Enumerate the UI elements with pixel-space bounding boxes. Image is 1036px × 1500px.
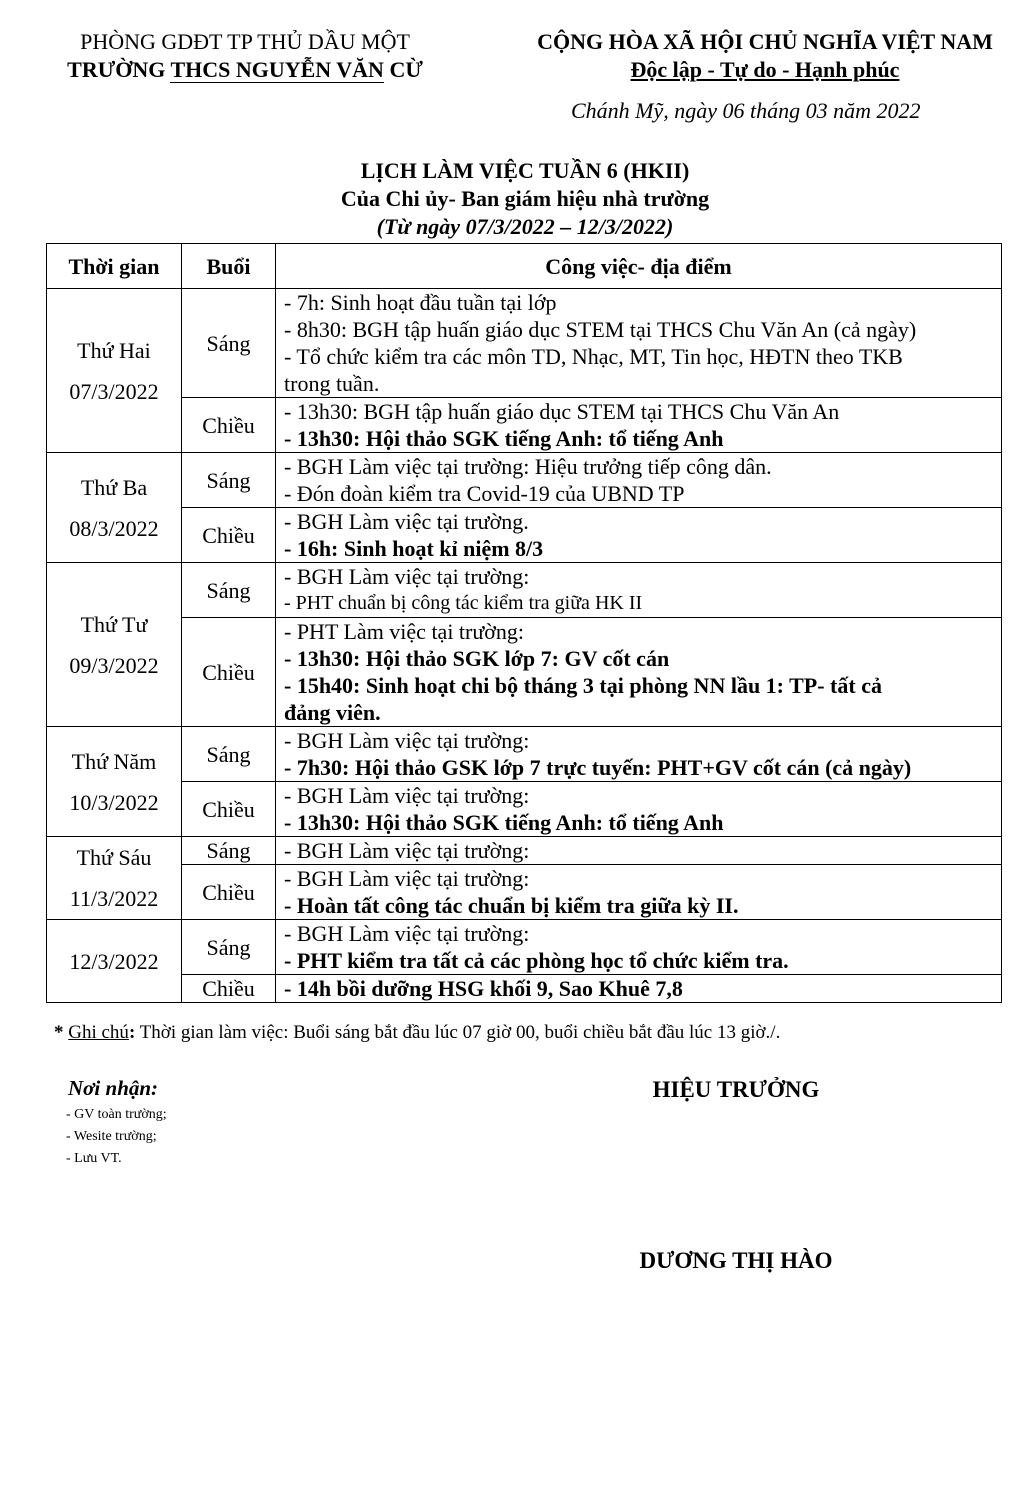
- activity-line: - 14h bồi dưỡng HSG khối 9, Sao Khuê 7,8: [284, 976, 683, 1001]
- day-date: 10/3/2022: [69, 789, 159, 815]
- activity-line: - PHT chuẩn bị công tác kiểm tra giữa HK II: [284, 592, 643, 614]
- date-range: (Từ ngày 07/3/2022 – 12/3/2022): [376, 214, 674, 239]
- signature-name: DƯƠNG THỊ HÀO: [639, 1248, 833, 1273]
- day-date: 08/3/2022: [69, 515, 159, 541]
- day-name: Thứ Sáu: [76, 845, 152, 870]
- table-row: [47, 398, 1002, 453]
- activity-line: - 7h: Sinh hoạt đầu tuần tại lớp: [284, 290, 557, 315]
- day-date: 09/3/2022: [69, 652, 159, 678]
- day-date: 07/3/2022: [69, 378, 159, 404]
- activity-line: - 13h30: BGH tập huấn giáo dục STEM tại THCS Chu Văn An: [284, 399, 840, 424]
- table-row: [47, 975, 1002, 1003]
- list-item: - Lưu VT.: [66, 1151, 122, 1166]
- day-name: Thứ Tư: [80, 611, 148, 637]
- note: * Ghi chú: Thời gian làm việc: Buổi sáng bắt đầu lúc 07 giờ 00, buổi chiều bắt đầu lúc 13 giờ./.: [54, 1022, 781, 1043]
- activity-line: - PHT kiểm tra tất cả các phòng học tổ chức kiểm tra.: [284, 948, 789, 973]
- activity-line: - 8h30: BGH tập huấn giáo dục STEM tại THCS Chu Văn An (cả ngày): [284, 317, 917, 342]
- day-name: Thứ Năm: [71, 748, 157, 774]
- session-label: Sáng: [182, 563, 276, 618]
- activity-line: - Hoàn tất công tác chuẩn bị kiểm tra giữa kỳ II.: [284, 893, 739, 918]
- activity-cell: [276, 453, 1002, 508]
- day-cell: [47, 727, 182, 837]
- place-date: Chánh Mỹ, ngày 06 tháng 03 năm 2022: [571, 98, 921, 123]
- day-name: Thứ Hai: [77, 337, 151, 363]
- activity-cell: [276, 782, 1002, 837]
- session-label: Sáng: [182, 920, 276, 975]
- activity-line: - BGH Làm việc tại trường:: [284, 921, 530, 946]
- activity-cell: [276, 398, 1002, 453]
- recipients-title: Nơi nhận:: [68, 1076, 159, 1100]
- day-cell: [47, 837, 182, 920]
- day-cell: [47, 920, 182, 1003]
- activity-line: - BGH Làm việc tại trường.: [284, 509, 529, 534]
- activity-line: - 15h40: Sinh hoạt chi bộ tháng 3 tại phòng NN lầu 1: TP- tất cả: [284, 673, 882, 698]
- activity-cell: [276, 618, 1002, 727]
- table-row: [47, 865, 1002, 920]
- day-date: 12/3/2022: [69, 948, 159, 974]
- signature-title: HIỆU TRƯỞNG: [652, 1077, 820, 1102]
- session-label: Sáng: [182, 837, 276, 865]
- activity-line: - 16h: Sinh hoạt kỉ niệm 8/3: [284, 536, 544, 561]
- activity-cell: [276, 920, 1002, 975]
- recipients-list: [66, 1104, 167, 1170]
- schedule-table: [46, 243, 1002, 1003]
- day-cell: [47, 563, 182, 727]
- activity-line: - BGH Làm việc tại trường:: [284, 564, 530, 589]
- session-label: Chiều: [182, 398, 276, 453]
- activity-line: đảng viên.: [284, 700, 381, 725]
- document-subtitle: Của Chi ủy- Ban giám hiệu nhà trường: [340, 186, 710, 211]
- activity-line: - Đón đoàn kiểm tra Covid-19 của UBND TP: [284, 481, 685, 506]
- session-label: Chiều: [182, 865, 276, 920]
- activity-line: - BGH Làm việc tại trường: Hiệu trưởng tiếp công dân.: [284, 454, 772, 479]
- activity-line: - BGH Làm việc tại trường:: [284, 866, 530, 891]
- list-item: - GV toàn trường;: [66, 1107, 167, 1122]
- table-header-row: [47, 244, 1002, 289]
- activity-line: - 7h30: Hội thảo GSK lớp 7 trực tuyến: PHT+GV cốt cán (cả ngày): [284, 755, 912, 780]
- activity-line: - Tổ chức kiểm tra các môn TD, Nhạc, MT, Tin học, HĐTN theo TKB: [284, 344, 903, 369]
- table-row: [47, 782, 1002, 837]
- session-label: Chiều: [182, 508, 276, 563]
- activity-cell: [276, 837, 1002, 865]
- activity-line: - BGH Làm việc tại trường:: [284, 783, 530, 808]
- activity-cell: [276, 727, 1002, 782]
- day-date: 11/3/2022: [69, 886, 159, 911]
- day-name: Thứ Ba: [80, 474, 148, 500]
- activity-cell: [276, 865, 1002, 920]
- day-cell: [47, 289, 182, 453]
- activity-cell: [276, 975, 1002, 1003]
- activity-line: - PHT Làm việc tại trường:: [284, 619, 525, 644]
- table-row: [47, 727, 1002, 782]
- session-label: Chiều: [182, 782, 276, 837]
- activity-line: - BGH Làm việc tại trường:: [284, 728, 530, 753]
- session-label: Sáng: [182, 727, 276, 782]
- document-title: LỊCH LÀM VIỆC TUẦN 6 (HKII): [360, 158, 690, 183]
- day-cell: [47, 453, 182, 563]
- school-name: TRƯỜNG THCS NGUYỄN VĂN CỪ: [67, 57, 423, 82]
- table-row: [47, 453, 1002, 508]
- header-time: Thời gian: [47, 244, 182, 289]
- table-row: [47, 618, 1002, 727]
- nation-motto: Độc lập - Tự do - Hạnh phúc: [630, 57, 900, 82]
- table-row: [47, 563, 1002, 618]
- table-row: [47, 837, 1002, 865]
- nation-title: CỘNG HÒA XÃ HỘI CHỦ NGHĨA VIỆT NAM: [537, 29, 993, 54]
- table-row: [47, 289, 1002, 398]
- activity-line: - BGH Làm việc tại trường:: [284, 838, 530, 863]
- list-item: - Wesite trường;: [66, 1129, 157, 1144]
- activity-line: - 13h30: Hội thảo SGK tiếng Anh: tổ tiếng Anh: [284, 810, 724, 835]
- activity-cell: [276, 289, 1002, 398]
- department-name: PHÒNG GDĐT TP THỦ DẦU MỘT: [80, 29, 410, 54]
- activity-line: - 13h30: Hội thảo SGK tiếng Anh: tổ tiếng Anh: [284, 426, 724, 451]
- session-label: Sáng: [182, 289, 276, 398]
- activity-line: trong tuần.: [284, 371, 380, 396]
- table-row: [47, 508, 1002, 563]
- activity-cell: [276, 508, 1002, 563]
- header-session: Buổi: [182, 244, 276, 289]
- table-row: [47, 920, 1002, 975]
- header-activity: Công việc- địa điểm: [276, 244, 1002, 289]
- session-label: Chiều: [182, 618, 276, 727]
- activity-cell: [276, 563, 1002, 618]
- session-label: Sáng: [182, 453, 276, 508]
- activity-line: - 13h30: Hội thảo SGK lớp 7: GV cốt cán: [284, 646, 670, 671]
- session-label: Chiều: [182, 975, 276, 1003]
